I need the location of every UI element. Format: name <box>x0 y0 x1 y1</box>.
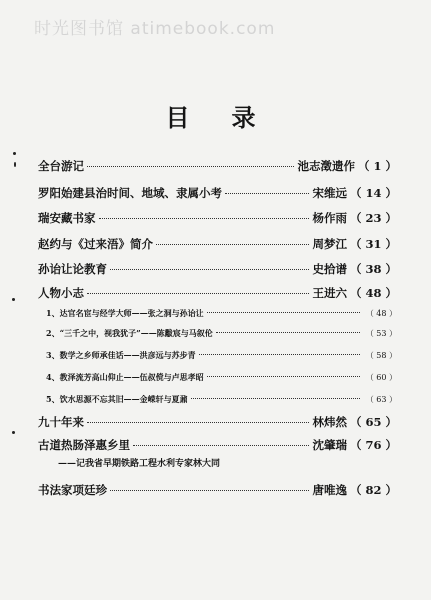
toc-entry-page: （ 82 ） <box>349 483 397 497</box>
toc-entry[interactable] <box>38 210 397 226</box>
toc-entry-page: （ 48 ） <box>349 286 397 300</box>
toc-subentry-page: （ 60 ） <box>365 373 397 382</box>
toc-entry-author: 王进六 <box>312 286 347 300</box>
toc-entry-page: （ 14 ） <box>349 186 397 200</box>
toc-subentry[interactable] <box>46 350 397 361</box>
toc-subentry-page: （ 58 ） <box>365 351 397 360</box>
toc-entry[interactable] <box>38 158 397 174</box>
toc-subentry-title: 5、饮水思源不忘其旧——金嵘轩与夏鼐 <box>46 394 188 404</box>
toc-entry-title: 书法家项廷珍 <box>38 483 107 497</box>
toc-entry-page: （ 76 ） <box>349 438 397 452</box>
dot-leader <box>207 376 360 377</box>
toc-entry-author: 沈肇瑞 <box>312 438 347 452</box>
toc-entry[interactable] <box>38 482 397 498</box>
ink-speck <box>12 298 15 301</box>
toc-entry-author: 宋维远 <box>312 186 347 200</box>
toc-entry-title: 赵约与《过来浯》简介 <box>38 237 153 251</box>
dot-leader <box>156 244 309 245</box>
toc-subentry-page: （ 53 ） <box>365 329 397 338</box>
toc-entry[interactable] <box>38 414 397 430</box>
toc-entry-title: 九十年来 <box>38 415 84 429</box>
dot-leader <box>225 193 309 194</box>
toc-entry-page: （ 23 ） <box>349 211 397 225</box>
toc-entry-author: 林炜然 <box>312 415 347 429</box>
toc-subentry[interactable] <box>46 328 397 339</box>
dot-leader <box>199 354 360 355</box>
toc-subentry-title: 1、达官名宦与经学大师——张之洞与孙诒让 <box>46 308 204 318</box>
toc-subentry[interactable] <box>46 394 397 405</box>
toc-entry-author: 唐唯逸 <box>312 483 347 497</box>
toc-subentry-title: 4、教泽流芳高山仰止——伍叔傥与卢思孝昭 <box>46 372 204 382</box>
dot-leader <box>110 269 309 270</box>
dot-leader <box>110 490 309 491</box>
toc-entry[interactable] <box>38 261 397 277</box>
toc-entry-author: 周梦江 <box>312 237 347 251</box>
page-title: 目录 <box>165 103 298 132</box>
toc-subentry-page: （ 63 ） <box>365 395 397 404</box>
toc-subentry-title: 3、数学之乡师承佳话——洪彦远与苏步青 <box>46 350 196 360</box>
toc-entry-page: （ 1 ） <box>357 159 397 173</box>
dot-leader <box>87 166 294 167</box>
toc-entry-author: 池志澂遗作 <box>297 159 355 173</box>
toc-entry[interactable] <box>38 236 397 252</box>
toc-entry-title: 罗阳始建县治时间、地域、隶属小考 <box>38 186 222 200</box>
ink-speck <box>12 431 15 434</box>
toc-entry[interactable] <box>38 185 397 201</box>
toc-entry-title: 全台游记 <box>38 159 84 173</box>
toc-subentry[interactable] <box>46 308 397 319</box>
toc-entry-author: 杨作雨 <box>312 211 347 225</box>
toc-entry-page: （ 38 ） <box>349 262 397 276</box>
toc-entry[interactable] <box>38 437 397 453</box>
toc-subentry-page: （ 48 ） <box>365 309 397 318</box>
toc-subentry[interactable] <box>46 372 397 383</box>
dot-leader <box>87 293 309 294</box>
dot-leader <box>99 218 310 219</box>
toc-entry-author: 史拾谱 <box>312 262 347 276</box>
toc-entry-page: （ 65 ） <box>349 415 397 429</box>
toc-entry-title: 人物小志 <box>38 286 84 300</box>
dot-leader <box>87 422 309 423</box>
dot-leader <box>207 312 360 313</box>
entry-subtitle: ——记我省早期铁路工程水利专家林大同 <box>58 459 221 469</box>
dot-leader <box>133 445 309 446</box>
dot-leader <box>191 398 360 399</box>
dot-leader <box>216 332 360 333</box>
toc-entry-title: 孙诒让论教育 <box>38 262 107 276</box>
toc-subentry-title: 2、“三千之中，视我犹子”——陈黻宸与马叙伦 <box>46 328 213 338</box>
toc-entry-title: 瑞安藏书家 <box>38 211 96 225</box>
ink-speck <box>13 152 16 155</box>
toc-entry[interactable] <box>38 285 397 301</box>
toc-entry-title: 古道热肠泽惠乡里 <box>38 438 130 452</box>
ink-speck <box>14 162 16 167</box>
watermark: 时光图书馆 atimebook.com <box>34 19 276 39</box>
toc-entry-page: （ 31 ） <box>349 237 397 251</box>
